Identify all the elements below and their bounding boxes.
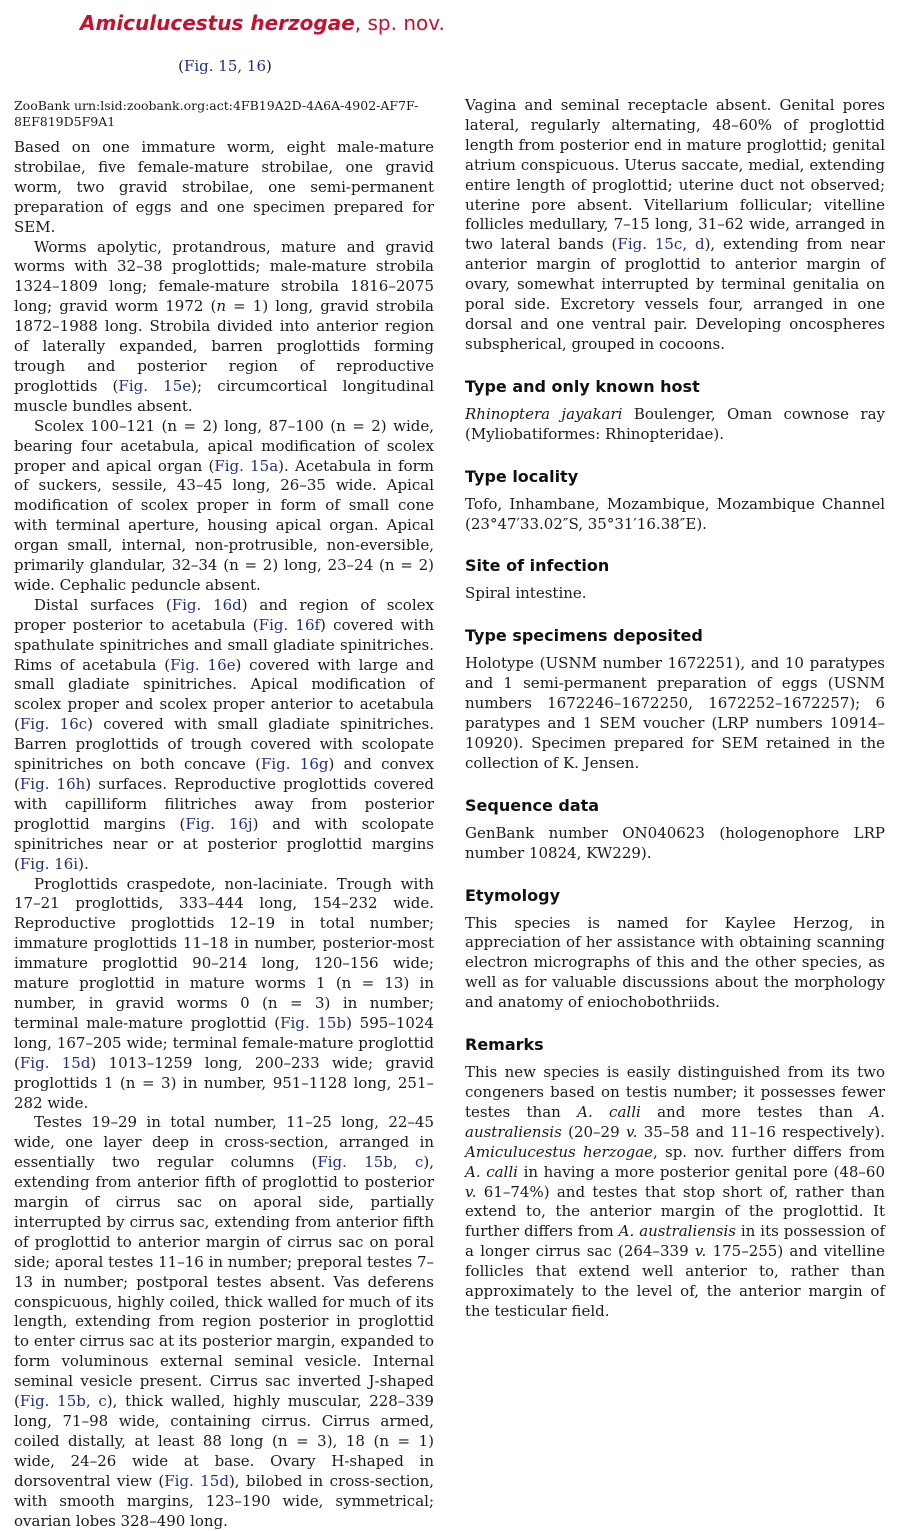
heading-sequence: Sequence data <box>465 795 600 815</box>
paragraph-strobila: Worms apolytic, protandrous, mature and gravid worms with 32–38 proglottids; male-mature strobila 1324–1809 long; female-mature strobila 1816–2075 long; gravid worm 1972 (n = 1) long, gravid strobila 1872–1988 long. Strobila divided into anterior region of laterally expanded, barren proglottids forming trough and posterior region of reproductive proglottids (Fig. 15e); circumcortical longitudinal muscle bundles absent. <box>14 237 434 415</box>
figure-link[interactable]: Fig. 16f <box>258 615 321 634</box>
species-status: , sp. nov. <box>354 11 445 35</box>
heading-site: Site of infection <box>465 556 610 576</box>
figure-link[interactable]: Fig. 16e <box>170 655 236 674</box>
figure-link[interactable]: Fig. 15d <box>19 1053 91 1072</box>
figure-link[interactable]: Fig. 16c <box>19 715 88 734</box>
heading-locality: Type locality <box>465 466 579 486</box>
species-name: Amiculucestus herzogae <box>80 11 355 35</box>
heading-etymology: Etymology <box>465 885 561 905</box>
figure-link[interactable]: Fig. 15d <box>164 1471 229 1490</box>
etymology-text: This species is named for Kaylee Herzog, in appreciation of her assistance with obtaining scanning electron micrographs of this and the other species, as well as for valuable discussions about the morphology and anatomy of eniochobothriids. <box>465 913 885 1012</box>
heading-specimens: Type specimens deposited <box>465 626 703 646</box>
paragraph-proglottids: Proglottids craspedote, non-laciniate. Trough with 17–21 proglottids, 333–444 long, 154–232 wide. Reproductive proglottids 12–19 in total number; immature proglottids 11–18 in number, posterior-most immature proglottid 90–214 long, 120–156 wide; mature proglottid in mature worms 1 (n = 13) in number, in gravid worms 0 (n = 3) in number; terminal male-mature proglottid (Fig. 15b) 595–1024 long, 167–205 wide; terminal female-mature proglottid (Fig. 15d) 1013–1259 long, 200–233 wide; gravid proglottids 1 (n = 3) in number, 951–1128 long, 251–282 wide. <box>14 874 434 1112</box>
right-column <box>465 96 885 1322</box>
paragraph-testes: Testes 19–29 in total number, 11–25 long, 22–45 wide, one layer deep in cross-section, arranged in essentially two regular columns (Fig. 15b, c), extending from anterior fifth of proglottid to posterior margin of cirrus sac on aporal side, partially interrupted by cirrus sac, extending from anterior fifth of proglottid to anterior margin of cirrus sac on poral side; aporal testes 11–16 in number; preporal testes 7–13 in number; postporal testes absent. Vas deferens conspicuous, highly coiled, thick walled for much of its length, extending from region posterior in proglottid to enter cirrus sac at its posterior margin, expanded to form voluminous external seminal vesicle. Internal seminal vesicle present. Cirrus sac inverted J-shaped (Fig. 15b, c), thick walled, highly muscular, 228–339 long, 71–98 wide, containing cirrus. Cirrus armed, coiled distally, at least 88 long (n = 3), 18 (n = 1) wide, 24–26 wide at base. Ovary H-shaped in dorsoventral view (Fig. 15d), bilobed in cross-section, with smooth margins, 123–190 wide, symmetrical; ovarian lobes 328–490 long. <box>14 1113 434 1530</box>
zoobank-lsid: ZooBank urn:lsid:zoobank.org:act:4FB19A2D-4A6A-4902-AF7F-8EF819D5F9A1 <box>14 98 419 129</box>
figure-link[interactable]: Fig. 16i <box>19 854 79 873</box>
locality-text: Tofo, Inhambane, Mozambique, Mozambique Channel (23°47′33.02″S, 35°31′16.38″E). <box>465 494 885 533</box>
sequence-text: GenBank number ON040623 (hologenophore LRP number 10824, KW229). <box>465 823 885 862</box>
figure-link[interactable]: Fig. 15c, d <box>617 235 705 254</box>
heading-remarks: Remarks <box>465 1035 544 1055</box>
figure-link[interactable]: Fig. 16h <box>19 775 86 793</box>
paragraph-material: Based on one immature worm, eight male-mature strobilae, five female-mature strobilae, one gravid worm, two gravid strobilae, one semi-permanent preparation of eggs and one specimen prepared for SEM. <box>14 138 434 236</box>
figure-link[interactable]: Fig. 15b <box>280 1013 347 1032</box>
figure-link[interactable]: Fig. 15b, c <box>19 1392 107 1411</box>
paragraph-scolex: Scolex 100–121 (n = 2) long, 87–100 (n = 2) wide, bearing four acetabula, apical modification of scolex proper and apical organ (Fig. 15a). Acetabula in form of suckers, sessile, 43–45 long, 26–35 wide. Apical modification of scolex proper in form of small cone with terminal aperture, housing apical organ. Apical organ small, internal, non-protrusible, non-eversible, primarily glandular, 32–34 (n = 2) long, 23–24 (n = 2) wide. Cephalic peduncle absent. <box>14 416 434 594</box>
figure-link[interactable]: Fig. 15e <box>118 376 192 395</box>
figure-reference-header: (Fig. 15, 16) <box>178 57 272 75</box>
host-text: Rhinoptera jayakari Boulenger, Oman cownose ray (Myliobatiformes: Rhinopteridae). <box>465 404 886 443</box>
figure-link[interactable]: Fig. 16d <box>171 595 242 614</box>
site-text: Spiral intestine. <box>465 584 587 603</box>
figure-link[interactable]: Fig. 15a <box>214 456 279 475</box>
heading-host: Type and only known host <box>465 376 700 396</box>
paragraph-genitalia: Vagina and seminal receptacle absent. Genital pores lateral, regularly alternating, 48–60% of proglottid length from posterior end in mature proglottid; genital atrium conspicuous. Uterus saccate, medial, extending entire length of proglottid; uterine duct not observed; uterine pore absent. Vitellarium follicular; vitelline follicles medullary, 7–15 long, 31–62 wide, arranged in two lateral bands (Fig. 15c, d), extending from near anterior margin of proglottid to anterior margin of ovary, somewhat interrupted by terminal genitalia on poral side. Excretory vessels four, arranged in one dorsal and one ventral pair. Developing oncospheres subspherical, grouped in cocoons. <box>465 96 885 353</box>
left-column <box>14 138 434 1531</box>
paragraph-surfaces: Distal surfaces (Fig. 16d) and region of scolex proper posterior to acetabula (Fig. 16f) covered with spathulate spinitriches and small gladiate spinitriches. Rims of acetabula (Fig. 16e) covered with large and small gladiate spinitriches. Apical modification of scolex proper and scolex proper anterior to acetabula (Fig. 16c) covered with small gladiate spinitriches. Barren proglottids of trough covered with scolopate spinitriches on both concave (Fig. 16g) and convex (Fig. 16h) surfaces. Reproductive proglottids covered with capilliform filitriches away from posterior proglottid margins (Fig. 16j) and with scolopate spinitriches near or at posterior proglottid margins (Fig. 16i). <box>14 595 435 873</box>
figure-link[interactable]: Fig. 15, 16 <box>183 57 267 75</box>
specimens-text: Holotype (USNM number 1672251), and 10 paratypes and 1 semi-permanent preparation of eggs (USNM numbers 1672246–1672250, 1672252–1672257); 6 paratypes and 1 SEM voucher (LRP numbers 10914–10920). Specimen prepared for SEM retained in the collection of K. Jensen. <box>465 654 885 772</box>
figure-link[interactable]: Fig. 15b, c <box>317 1153 424 1172</box>
figure-link[interactable]: Fig. 16j <box>185 814 253 833</box>
species-title <box>80 10 460 36</box>
figure-link[interactable]: Fig. 16g <box>260 755 329 774</box>
remarks-text: This new species is easily distinguished from its two congeners based on testis number; it possesses fewer testes than A. calli and more testes than A. australiensis (20–29 v. 35–58 and 11–16 respectively). Amiculucestus herzogae, sp. nov. further differs from A. calli in having a more posterior genital pore (48–60 v. 61–74%) and testes that stop short of, rather than extend to, the anterior margin of the proglottid. It further differs from A. australiensis in its possession of a longer cirrus sac (264–339 v. 175–255) and vitelline follicles that extend well anterior to, rather than approximately to the level of, the anterior margin of the testicular field. <box>465 1063 886 1320</box>
